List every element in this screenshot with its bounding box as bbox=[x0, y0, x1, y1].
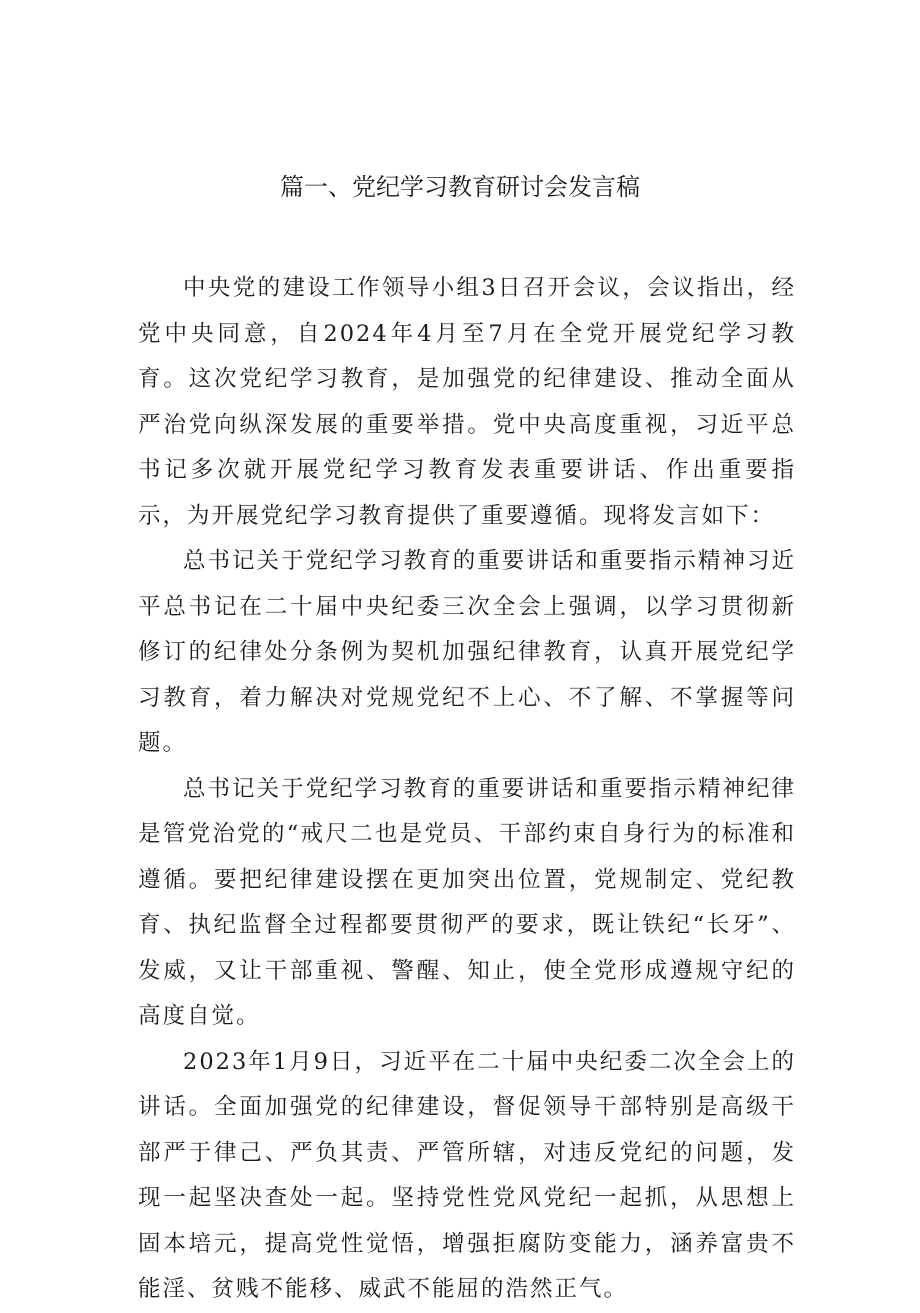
paragraph-2: 总书记关于党纪学习教育的重要讲话和重要指示精神习近平总书记在二十届中央纪委三次全会上强调，以学习贯彻新修订的纪律处分条例为契机加强纪律教育，认真开展党纪学习教育，着力解决对党规党纪不上心、不了解、不掌握等问题。 bbox=[138, 548, 796, 756]
paragraph-1: 中央党的建设工作领导小组3日召开会议，会议指出，经党中央同意，自2024年4月至7月在全党开展党纪学习教育。这次党纪学习教育，是加强党的纪律建设、推动全面从严治党向纵深发展的重要举措。党中央高度重视，习近平总书记多次就开展党纪学习教育发表重要讲话、作出重要指示，为开展党纪学习教育提供了重要遵循。现将发言如下： bbox=[138, 275, 796, 529]
paragraph-3: 总书记关于党纪学习教育的重要讲话和重要指示精神纪律是管党治党的“戒尺二也是党员、干部约束自身行为的标准和遵循。要把纪律建设摆在更加突出位置，党规制定、党纪教育、执纪监督全过程都要贯彻严的要求，既让铁纪“长牙”、发威，又让干部重视、警醒、知止，使全党形成遵规守纪的高度自觉。 bbox=[138, 775, 796, 1029]
paragraph-4: 2023年1月9日，习近平在二十届中央纪委二次全会上的讲话。全面加强党的纪律建设，督促领导干部特别是高级干部严于律己、严负其责、严管所辖，对违反党纪的问题，发现一起坚决查处一起。坚持党性党风党纪一起抓，从思想上固本培元，提高党性觉悟，增强拒腐防变能力，涵养富贵不能淫、贫贱不能移、威武不能屈的浩然正气。 bbox=[138, 1048, 796, 1302]
document-body bbox=[138, 266, 796, 1313]
document-title: 篇一、党纪学习教育研讨会发言稿 bbox=[280, 173, 640, 201]
